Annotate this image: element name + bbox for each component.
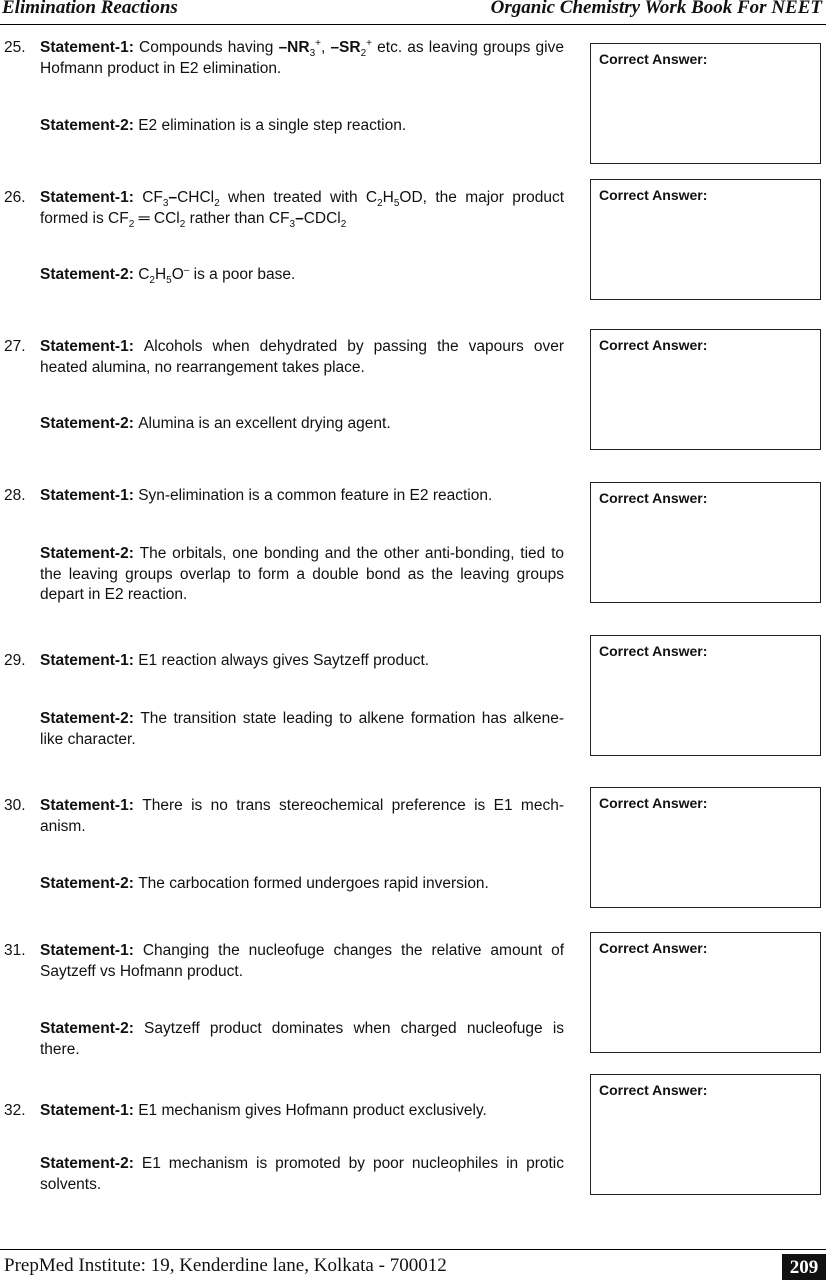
statement-1: Statement-1: There is no trans stereochemical preference is E1 mech-anism. (40, 797, 564, 835)
question-number: 30. (4, 797, 26, 814)
statement-1-label: Statement-1: (40, 797, 143, 814)
statement-2: Statement-2: Saytzeff product dominates when charged nucleofuge is there. (40, 1020, 565, 1058)
answer-box-26[interactable] (590, 179, 821, 300)
statement-1-label: Statement-1: (40, 1102, 139, 1119)
answer-box-29[interactable] (590, 635, 821, 756)
answer-box-25[interactable] (590, 43, 821, 164)
statement-2: Statement-2: The orbitals, one bonding and the other anti-bonding, tied to the leaving groups overlap to form a double bond as the leaving groups depart in E2 reaction. (40, 545, 565, 603)
statement-1-label: Statement-1: (40, 487, 139, 504)
book-title: Organic Chemistry Work Book For NEET (490, 0, 822, 18)
question-number: 25. (4, 39, 26, 56)
answer-label: Correct Answer: (599, 187, 708, 203)
answer-box-31[interactable] (590, 932, 821, 1053)
question-number: 29. (4, 652, 26, 669)
statement-1: Statement-1: Changing the nucleofuge changes the relative amount of Saytzeff vs Hofmann product. (40, 942, 565, 980)
footer-address: PrepMed Institute: 19, Kenderdine lane, Kolkata - 700012 (4, 1255, 447, 1276)
statement-2: Statement-2: Alumina is an excellent drying agent. (40, 415, 391, 432)
statement-2-label: Statement-2: (40, 545, 140, 562)
statement-1-label: Statement-1: (40, 39, 140, 56)
statement-2-label: Statement-2: (40, 415, 139, 432)
answer-label: Correct Answer: (599, 1082, 708, 1098)
statement-2-label: Statement-2: (40, 710, 141, 727)
answer-label: Correct Answer: (599, 940, 708, 956)
statement-2-label: Statement-2: (40, 117, 139, 134)
question-number: 31. (4, 942, 26, 959)
footer-divider (0, 1249, 826, 1250)
answer-box-27[interactable] (590, 329, 821, 450)
page-header (0, 0, 826, 25)
answer-label: Correct Answer: (599, 51, 708, 67)
question-number: 28. (4, 487, 26, 504)
statement-2: Statement-2: E1 mechanism is promoted by poor nucleophiles in protic solvents. (40, 1155, 565, 1193)
statement-1-label: Statement-1: (40, 338, 144, 355)
statement-2-label: Statement-2: (40, 1020, 145, 1037)
statement-2: Statement-2: E2 elimination is a single step reaction. (40, 117, 407, 134)
statement-2-label: Statement-2: (40, 1155, 142, 1172)
statement-2: Statement-2: $C_2H_5O^-$ is a poor base. (40, 265, 296, 286)
statement-2: Statement-2: The transition state leading to alkene formation has alkene-like character. (40, 710, 564, 748)
statement-1: Statement-1: Alcohols when dehydrated by passing the vapours over heated alumina, no rearrangement takes place. (40, 338, 564, 376)
statement-2-label: Statement-2: (40, 875, 139, 892)
answer-label: Correct Answer: (599, 795, 708, 811)
statement-2: Statement-2: The carbocation formed undergoes rapid inversion. (40, 875, 489, 892)
statement-1: Statement-1: $CF_3-CHCl_2$ when treated with $C_2H_5OD$, the major product formed is $CF_2$ ═ CCl$_2$ rather than $CF_3-CDCl_2$ (40, 189, 564, 230)
page-number: 209 (782, 1254, 826, 1280)
answer-box-28[interactable] (590, 482, 821, 603)
question-number: 32. (4, 1102, 26, 1119)
question-number: 27. (4, 338, 26, 355)
answer-label: Correct Answer: (599, 337, 708, 353)
question-number: 26. (4, 189, 26, 206)
statement-1-label: Statement-1: (40, 189, 143, 206)
answer-label: Correct Answer: (599, 643, 708, 659)
chapter-title: Elimination Reactions (2, 0, 178, 18)
statement-1-label: Statement-1: (40, 652, 139, 669)
answer-box-30[interactable] (590, 787, 821, 908)
statement-1-label: Statement-1: (40, 942, 143, 959)
statement-1: Statement-1: Syn-elimination is a common feature in E2 reaction. (40, 487, 493, 504)
answer-label: Correct Answer: (599, 490, 708, 506)
statement-1: Statement-1: E1 mechanism gives Hofmann product exclusively. (40, 1102, 487, 1119)
statement-1: Statement-1: E1 reaction always gives Saytzeff product. (40, 652, 430, 669)
answer-box-32[interactable] (590, 1074, 821, 1195)
statement-2-label: Statement-2: (40, 266, 139, 283)
statement-1: Statement-1: Compounds having $-NR_3^+$, $-SR_2^+$ etc. as leaving groups give Hofmann product in E2 elimination. (40, 38, 564, 77)
